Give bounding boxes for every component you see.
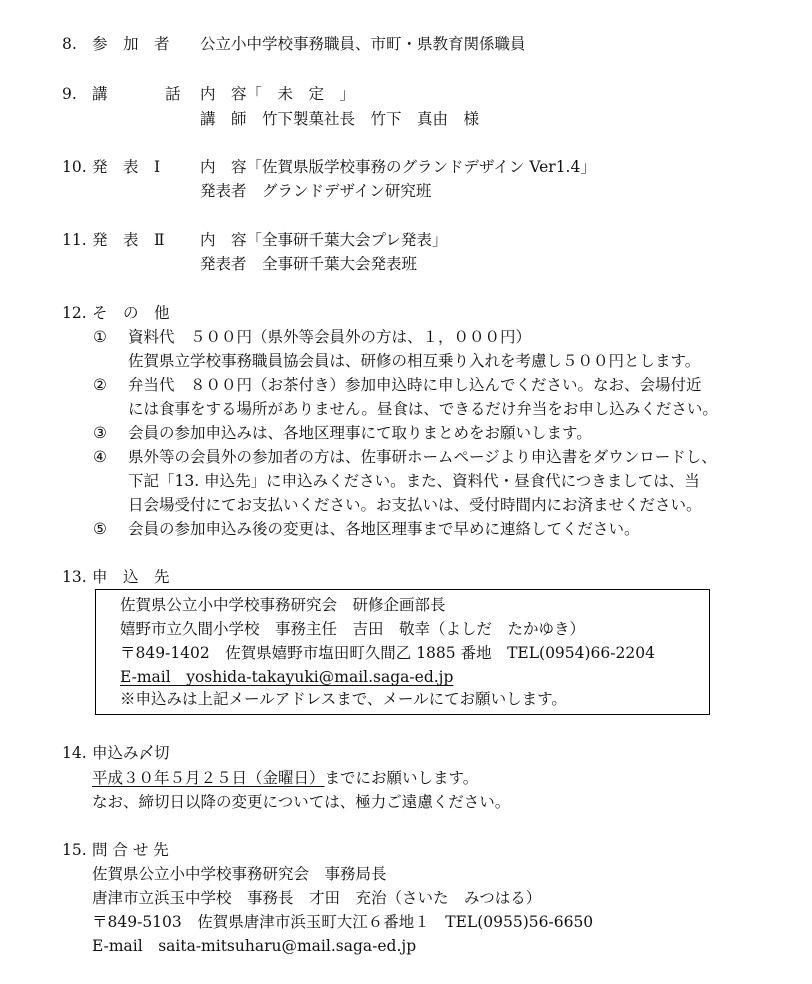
section-12-label: そ の 他	[92, 304, 170, 322]
contact-address: 〒849-5103 佐賀県唐津市浜玉町大江６番地１ TEL(0955)56-6650	[92, 913, 594, 931]
deadline-date: 平成３０年５月２５日（金曜日）	[92, 769, 325, 787]
item-1-line-1: 資料代 ５００円（県外等会員外の方は、１，０００円）	[128, 328, 532, 346]
section-11-line-2: 発表者 全事研千葉大会発表班	[200, 255, 418, 273]
section-15-number: 15.	[62, 841, 87, 859]
application-org: 佐賀県公立小中学校事務研究会 研修企画部長	[120, 596, 446, 614]
item-3-mark: ③	[93, 424, 107, 442]
item-2-line-2: には食事をする場所がありません。昼食は、できるだけ弁当をお申し込みください。	[128, 400, 718, 418]
section-11-label: 発 表 Ⅱ	[92, 231, 165, 249]
section-14-label: 申込み〆切	[92, 744, 170, 762]
section-14-number: 14.	[62, 744, 87, 762]
section-10-label: 発 表 Ⅰ	[92, 158, 161, 176]
section-13-number: 13.	[62, 568, 87, 586]
item-5-line-1: 会員の参加申込み後の変更は、各地区理事まで早めに連絡してください。	[128, 520, 640, 538]
section-9-label: 講	[92, 85, 108, 103]
contact-org: 佐賀県公立小中学校事務研究会 事務局長	[92, 865, 387, 883]
item-4-line-1: 県外等の会員外の参加者の方は、佐事研ホームページより申込書をダウンロードし、	[128, 448, 717, 466]
deadline-line	[92, 768, 478, 788]
section-11-line-1: 内 容「全事研千葉大会プレ発表」	[200, 231, 448, 249]
section-13-label: 申 込 先	[92, 568, 170, 586]
item-3-line-1: 会員の参加申込みは、各地区理事にて取りまとめをお願いします。	[128, 424, 592, 442]
section-9-line-1: 内 容「 未 定 」	[200, 85, 356, 103]
section-9-number: 9.	[62, 85, 77, 103]
section-12-number: 12.	[62, 304, 87, 322]
section-9-label-2: 話	[165, 85, 181, 103]
section-10-number: 10.	[62, 158, 87, 176]
section-9-line-2: 講 師 竹下製菓社長 竹下 真由 様	[200, 110, 480, 128]
item-4-line-2: 下記「13. 申込先」に申込みください。また、資料代・昼食代につきましては、当	[128, 472, 700, 490]
item-4-mark: ④	[93, 448, 107, 466]
application-email: E-mail yoshida-takayuki@mail.saga-ed.jp	[120, 668, 454, 686]
section-15-label: 問 合 せ 先	[92, 841, 169, 859]
section-8-number: 8.	[62, 35, 77, 53]
deadline-suffix: までにお願いします。	[324, 769, 479, 787]
item-4-line-3: 日会場受付にてお支払いください。お支払いは、受付時間内にお済ませください。	[128, 496, 702, 514]
application-address: 〒849-1402 佐賀県嬉野市塩田町久間乙 1885 番地 TEL(0954)66-2204	[120, 644, 655, 662]
contact-person: 唐津市立浜玉中学校 事務長 才田 充治（さいた みつはる）	[92, 889, 542, 907]
section-11-number: 11.	[62, 231, 87, 249]
contact-email: E-mail saita-mitsuharu@mail.saga-ed.jp	[92, 937, 417, 955]
application-note: ※申込みは上記メールアドレスまで、メールにてお願いします。	[120, 690, 567, 708]
item-1-line-2: 佐賀県立学校事務職員協会員は、研修の相互乗り入れを考慮し５００円とします。	[128, 352, 701, 370]
application-person: 嬉野市立久間小学校 事務主任 吉田 敬幸（よしだ たかゆき）	[120, 620, 586, 638]
section-10-line-1: 内 容「佐賀県版学校事務のグランドデザイン Ver1.4」	[200, 158, 596, 176]
item-2-line-1: 弁当代 ８００円（お茶付き）参加申込時に申し込んでください。なお、会場付近	[128, 376, 702, 394]
item-1-mark: ①	[93, 328, 107, 346]
item-5-mark: ⑤	[93, 520, 107, 538]
section-8-text: 公立小中学校事務職員、市町・県教育関係職員	[200, 35, 526, 53]
section-8-label: 参 加 者	[92, 35, 170, 53]
deadline-note: なお、締切日以降の変更については、極力ご遠慮ください。	[92, 793, 511, 811]
section-10-line-2: 発表者 グランドデザイン研究班	[200, 182, 432, 200]
item-2-mark: ②	[93, 376, 107, 394]
